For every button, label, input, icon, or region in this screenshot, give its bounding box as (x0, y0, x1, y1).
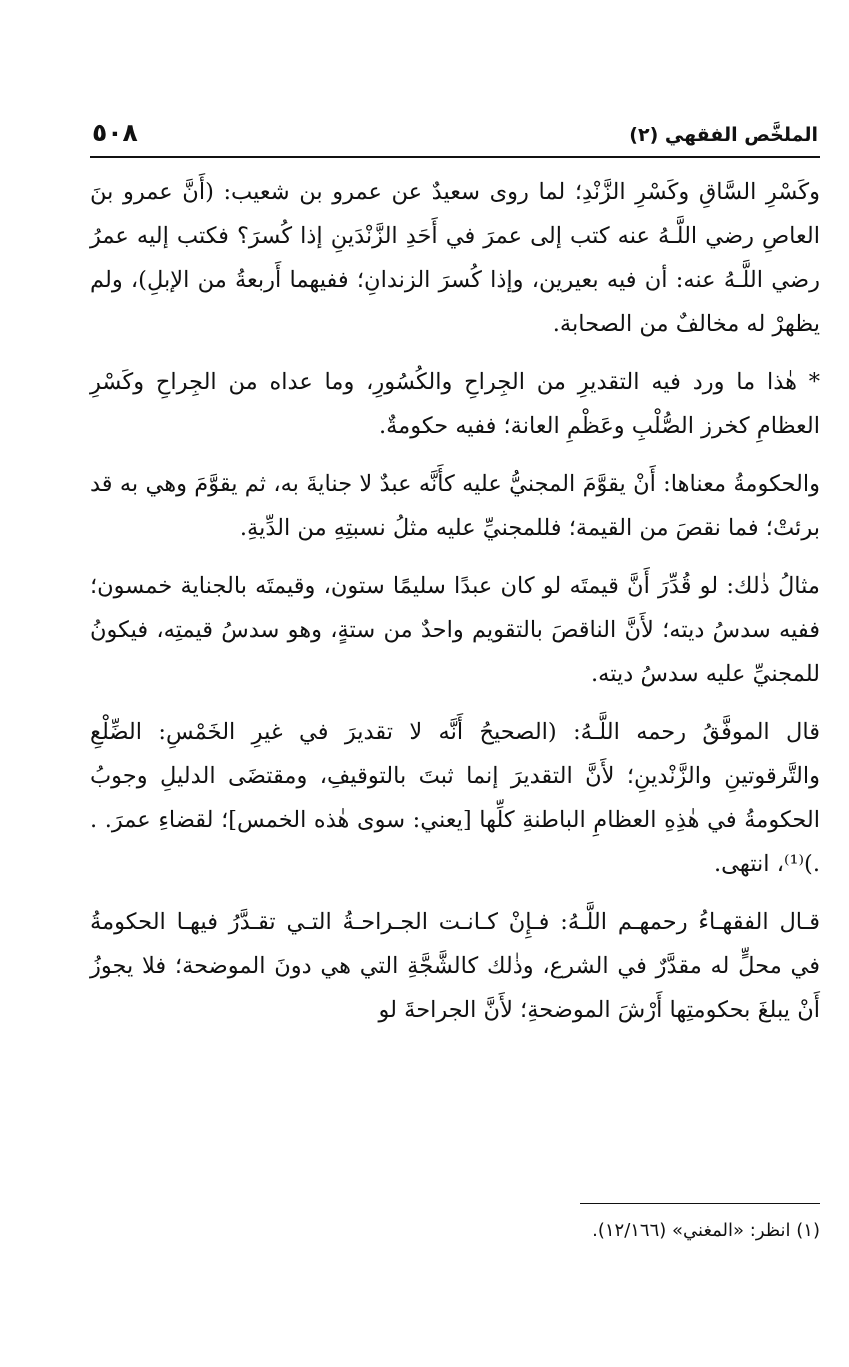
running-title: الملخَّص الفقهي (٢) (629, 124, 818, 146)
footnote-divider (580, 1203, 820, 1204)
page-header (90, 118, 820, 158)
paragraph: مثالُ ذٰلك: لو قُدِّرَ أَنَّ قيمتَه لو كان عبدًا سليمًا ستون، وقيمتَه بالجناية خمسون؛ ففيه سدسُ ديته؛ لأَنَّ الناقصَ بالتقويم واحدٌ من ستةٍ، وهو سدسُ قيمتِه، فيكونُ للمجنيِّ عليه سدسُ ديته. (90, 573, 820, 687)
page-number: ٥٠٨ (92, 118, 138, 147)
paragraph: قال الموفَّقُ رحمه اللَّـهُ: (الصحيحُ أَنَّه لا تقديرَ في غيرِ الخَمْسِ: الضِّلْعِ والتَّرقوتينِ والزَّنْدينِ؛ لأَنَّ التقديرَ إنما ثبتَ بالتوقيفِ، ومقتضَى الدليلِ وجوبُ الحكومةُ في هٰذِهِ العظامِ الباطنةِ كلِّها [يعني: سوى هٰذه الخمس]؛ لقضاءِ عمرَ. . .)⁽¹⁾، انتهى. (90, 719, 820, 877)
paragraph: والحكومةُ معناها: أَنْ يقوَّمَ المجنيُّ عليه كأَنَّه عبدٌ لا جنايةَ به، ثم يقوَّمَ وهي به قد برئتْ؛ فما نقصَ من القيمة؛ فللمجنيِّ عليه مثلُ نسبتِهِ من الدِّيةِ. (90, 471, 820, 541)
footnote: (١) انظر: «المغني» (١٢/١٦٦). (592, 1220, 820, 1241)
paragraph: وكَسْرِ السَّاقِ وكَسْرِ الزَّنْدِ؛ لما روى سعيدٌ عن عمرو بن شعيب: (أَنَّ عمرو بنَ العاصِ رضي اللَّـهُ عنه كتب إلى عمرَ في أَحَدِ الزَّنْدَينِ إذا كُسرَ؟ فكتب إليه عمرُ رضي اللَّـهُ عنه: أن فيه بعيرين، وإذا كُسرَ الزندانِ؛ ففيهما أَربعةُ من الإبلِ)، ولم يظهرْ له مخالفٌ من الصحابة. (90, 179, 820, 337)
book-page (90, 118, 820, 1241)
body-text (90, 170, 820, 1032)
paragraph: * هٰذا ما ورد فيه التقديرِ من الجِراحِ والكُسُورِ، وما عداه من الجِراحِ وكَسْرِ العظامِ كخرز الصُّلْبِ وعَظْمِ العانة؛ ففيه حكومةٌ. (90, 369, 820, 439)
paragraph: قـال الفقهـاءُ رحمهـم اللَّـهُ: فـإِنْ كـانـت الجـراحـةُ التـي تقـدَّرُ فيهـا الحكومةُ في محلٍّ له مقدَّرٌ في الشرع، وذٰلك كالشَّجَّةِ التي هي دونَ الموضحة؛ فلا يجوزُ أَنْ يبلغَ بحكومتِها أَرْشَ الموضحةِ؛ لأَنَّ الجراحةَ لو (90, 909, 820, 1023)
